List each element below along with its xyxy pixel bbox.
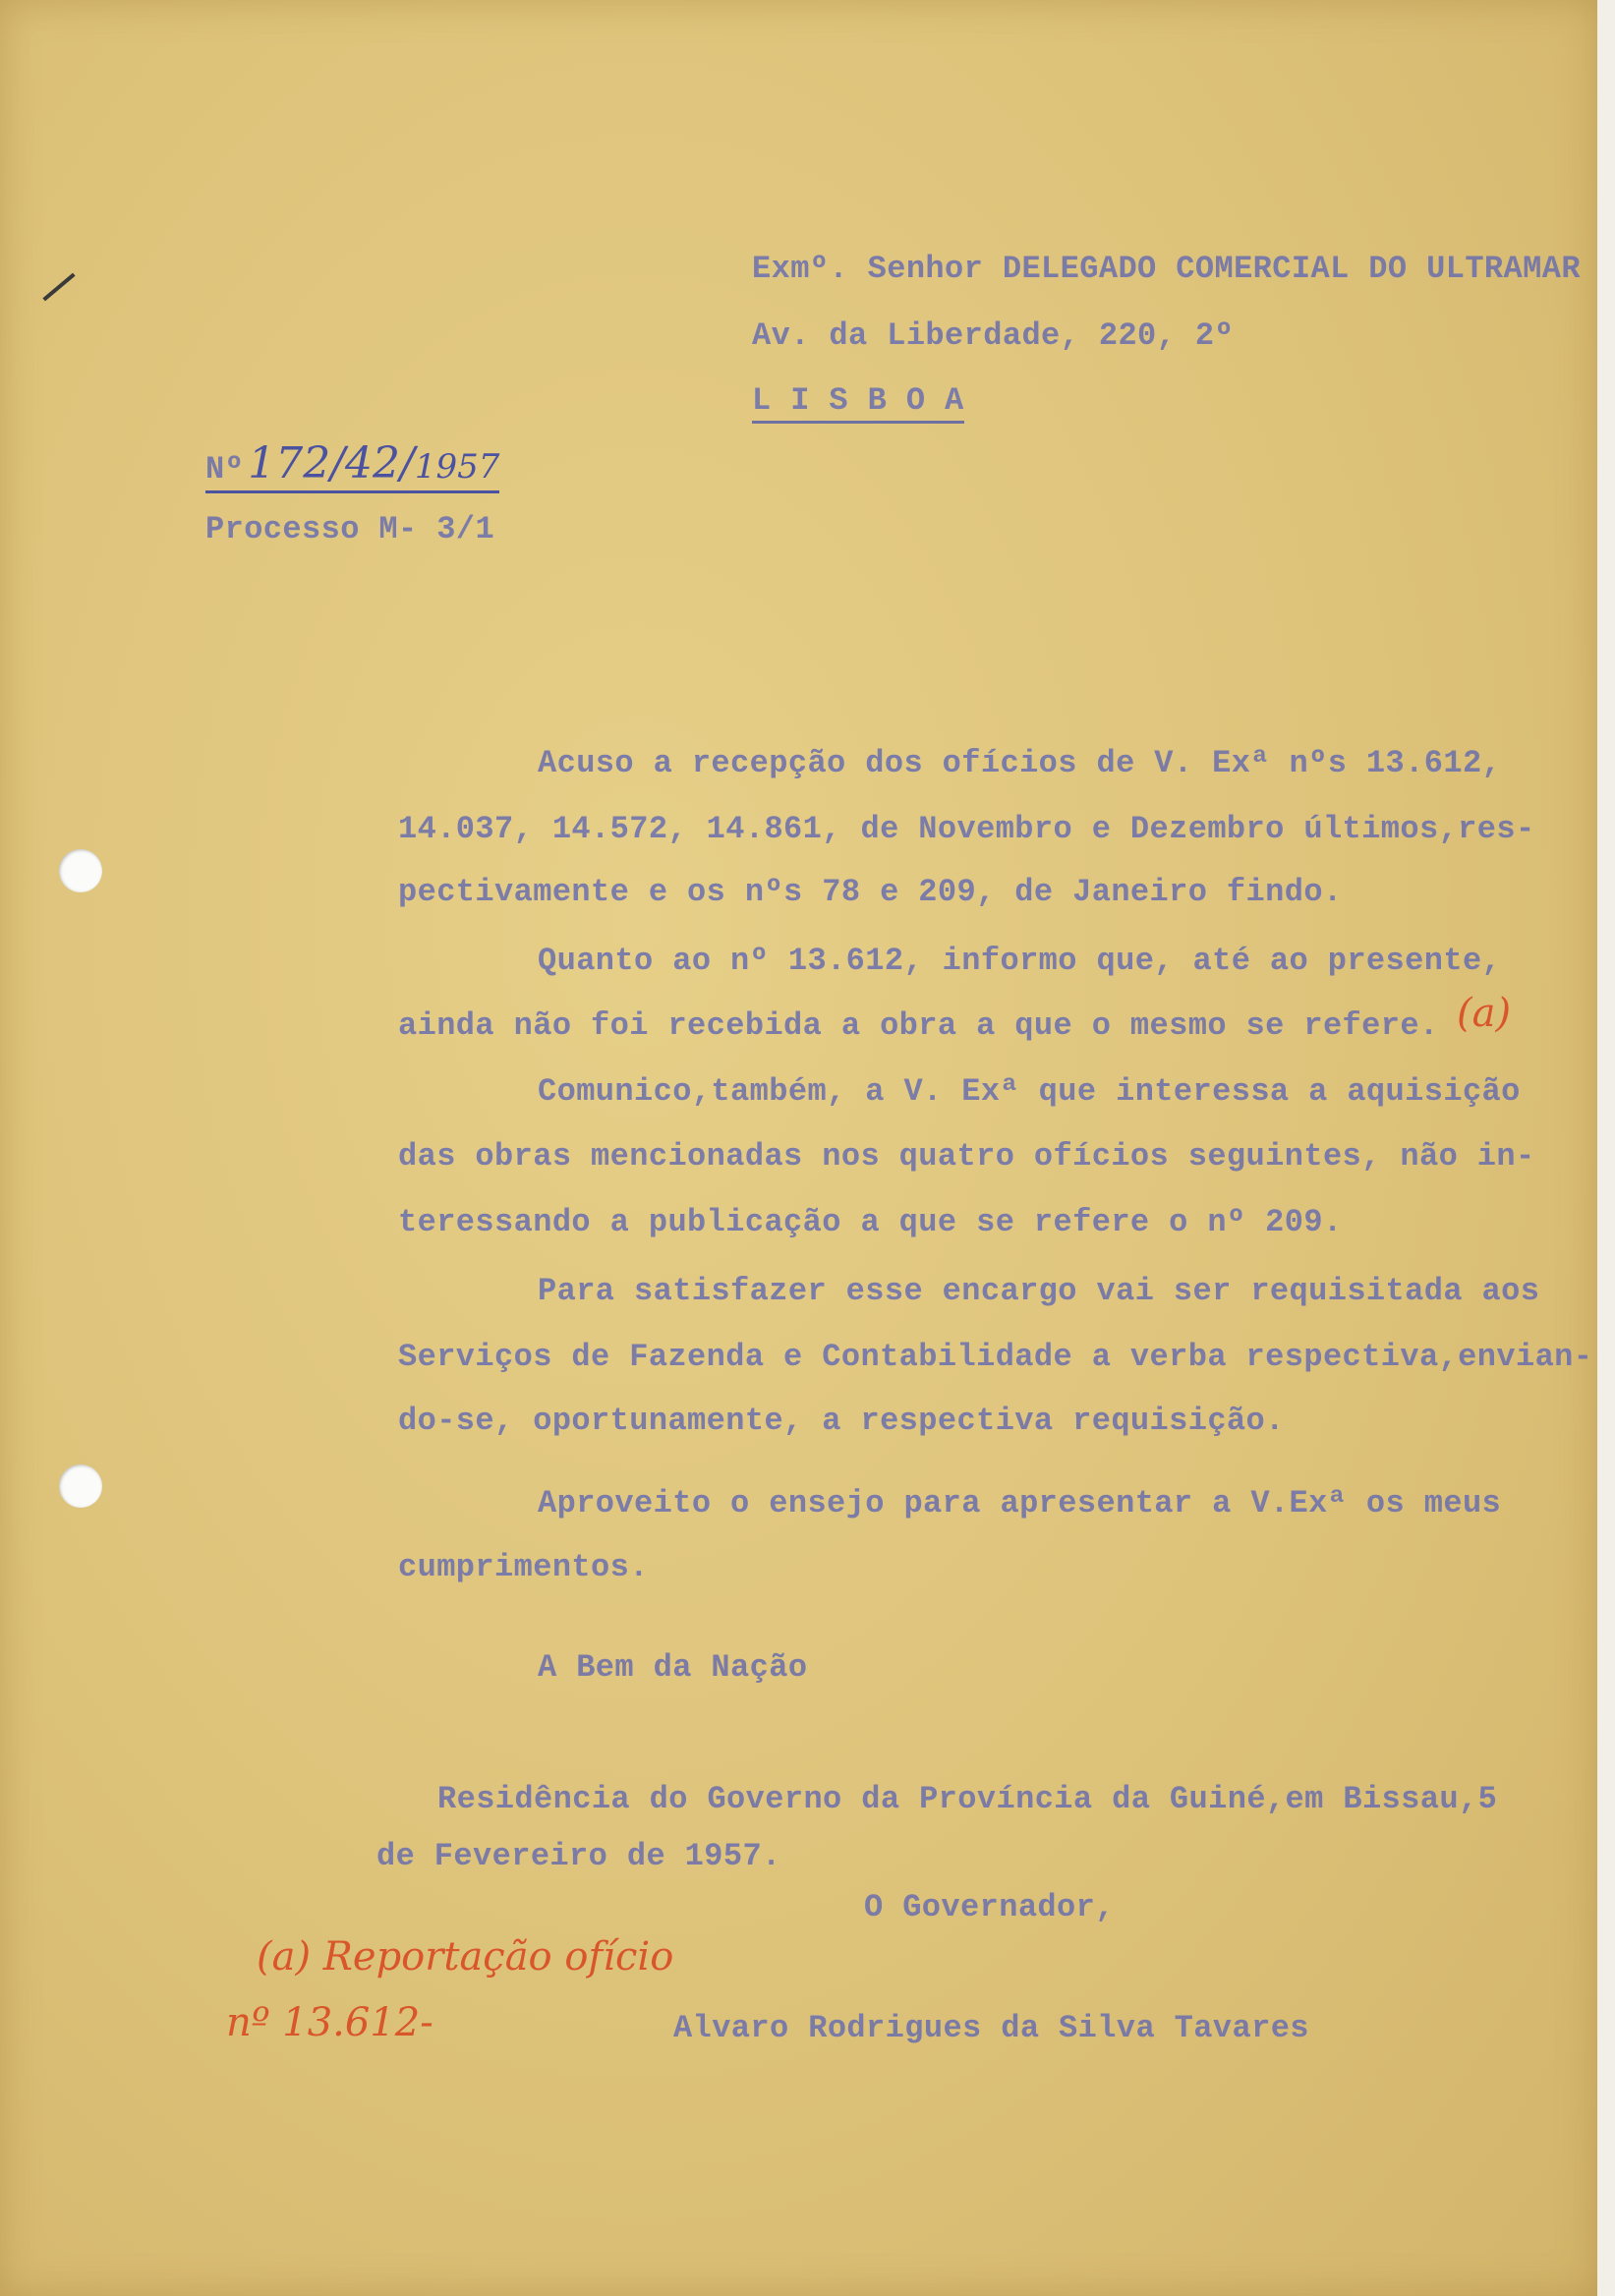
closing-place: Residência do Governo da Província da Guiné,em Bissau,5 (437, 1781, 1498, 1817)
annotation-mark: (a) (1457, 991, 1512, 1036)
closing-salutation: A Bem da Nação (538, 1649, 808, 1686)
signatory-title: O Governador, (864, 1889, 1115, 1925)
body-line: 14.037, 14.572, 14.861, de Novembro e Dezembro últimos,res- (398, 811, 1535, 847)
body-line: Aproveito o ensejo para apresentar a V.Exª os meus (538, 1485, 1502, 1521)
body-line: teressando a publicação a que se refere o nº 209. (398, 1204, 1343, 1240)
reference-number (205, 438, 499, 493)
address-recipient: Exmº. Senhor DELEGADO COMERCIAL DO ULTRAMAR (752, 251, 1581, 287)
body-line: Serviços de Fazenda e Contabilidade a verba respectiva,envian- (398, 1339, 1593, 1375)
body-line: Para satisfazer esse encargo vai ser requisitada aos (538, 1273, 1540, 1309)
address-city: L I S B O A (752, 382, 964, 424)
process-number: Processo M- 3/1 (205, 511, 495, 547)
punch-hole (59, 849, 102, 892)
body-line: cumprimentos. (398, 1549, 649, 1585)
reference-number-prefix: Nº (205, 451, 245, 488)
address-street: Av. da Liberdade, 220, 2º (752, 317, 1235, 354)
body-line: Acuso a recepção dos ofícios de V. Exª nºs 13.612, (538, 745, 1502, 781)
handwritten-note-line: nº 13.612- (226, 2000, 433, 2045)
body-line: pectivamente e os nºs 78 e 209, de Janeiro findo. (398, 874, 1343, 910)
signatory-name: Alvaro Rodrigues da Silva Tavares (673, 2010, 1309, 2046)
punch-hole (59, 1464, 102, 1508)
body-line: das obras mencionadas nos quatro ofícios seguintes, não in- (398, 1138, 1535, 1175)
reference-number-year: 1957 (414, 447, 500, 487)
body-line: ainda não foi recebida a obra a que o mesmo se refere. (398, 1007, 1439, 1044)
body-line: Comunico,também, a V. Exª que interessa a aquisição (538, 1073, 1521, 1110)
reference-number-handwritten: 172/42/ (248, 438, 415, 488)
closing-date: de Fevereiro de 1957. (376, 1838, 781, 1874)
handwritten-note-line: (a) Reportação ofício (257, 1934, 674, 1980)
body-line: Quanto ao nº 13.612, informo que, até ao presente, (538, 943, 1502, 979)
page-edge (1597, 0, 1615, 2296)
body-line: do-se, oportunamente, a respectiva requisição. (398, 1403, 1285, 1439)
